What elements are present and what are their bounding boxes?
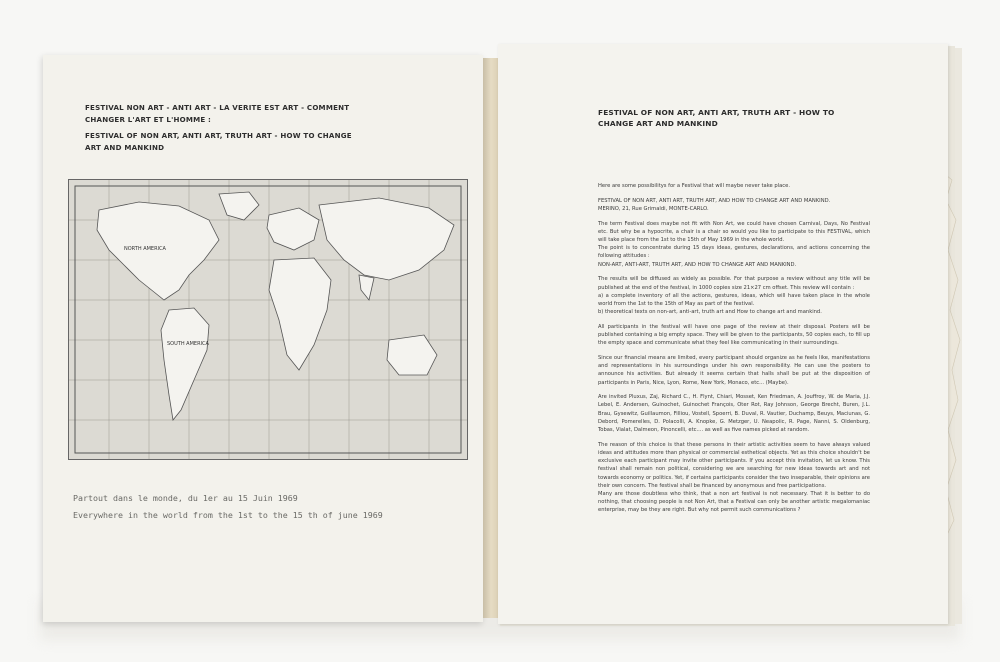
caption-fr: Partout dans le monde, du 1er au 15 Juin 1969 — [73, 493, 298, 503]
paragraph: The results will be diffused as widely as possible. For that purpose a review without any title will be published at the end of the festival, in 1000 copies size 21×27 cm offset. This review will contain : — [598, 276, 870, 291]
right-body — [598, 182, 870, 521]
right-title: FESTIVAL OF NON ART, ANTI ART, TRUTH ART - HOW TO CHANGE ART AND MANKIND — [598, 108, 835, 128]
paragraph: The point is to concentrate during 15 days ideas, gestures, declarations, and actions concerning the following attitudes : — [598, 245, 870, 260]
paragraph: NON-ART, ANTI-ART, TRUTH ART, AND HOW TO CHANGE ART AND MANKIND. — [598, 261, 797, 268]
caption-en: Everywhere in the world from the 1st to the 15 th of june 1969 — [73, 510, 383, 520]
world-map — [68, 179, 468, 460]
left-heading-fr: FESTIVAL NON ART - ANTI ART - LA VERITE EST ART - COMMENT CHANGER L'ART ET L'HOMME : — [85, 103, 350, 124]
intro-text: Here are some possibilitys for a Festival that will maybe never take place. — [598, 183, 790, 189]
address-line-2: MERINO, 21, Rue Grimaldi, MONTE-CARLO. — [598, 205, 709, 212]
paragraph: Since our financial means are limited, every participant should organize as he feels like, manifestations and representations in his surroundings under his own responsibility. He can use the posters to announce his activities. But already it seems certain that halls shall be put at the disposition of participants in Paris, Nice, Lyon, Rome, New York, Monaco, etc... (Maybe). — [598, 354, 870, 386]
map-label-south-america: SOUTH AMERICA — [167, 341, 209, 347]
left-page — [43, 55, 483, 622]
paragraph: Are invited Pluxus, Zaj, Richard C., H. Flynt, Chiari, Mosset, Ken Friedman, A. Jouffroy, W. de Maria, J.J. Lebel, E. Andersen, Guinochet, Guinochet François, Oter Rot, Ray Johnson, George Brecht, Buren, J.L. Brau, Gysewitz, Guillaumon, Filliou, Vostell, Spoerri, B. Duval, R. Vautier, Duchamp, Beuys, Maciunas, G. Debord, Pomerelles, D. Polacolli, A. Knopke, G. Metzger, U. Neapolic, R. Page, Nanni, S. Oldenburg, Tobas, Vialat, Dalmeon, Pinoncelli, etc.... as well as five names picked at random. — [598, 394, 870, 434]
paragraph: b) theoretical texts on non-art, anti-art, truth art and How to change art and mankind. — [598, 309, 822, 316]
address-line-1: FESTIVAL OF NON ART, ANTI ART, TRUTH ART, AND HOW TO CHANGE ART AND MANKIND. — [598, 197, 831, 204]
paragraph: The term Festival does maybe not fit with Non Art, we could have chosen Carnival, Days, No Festival etc. But why be a hypocrite, a chair is a chair so would you like to participate to this FESTIVAL, which will take place from the 1st to the 15th of May 1969 in the whole world. — [598, 220, 870, 244]
paragraph: The reason of this choice is that these persons in their artistic activities seem to have always valued ideas and attitudes more than physical or commercial esthetical objects. Yet as this choice shouldn't be exclusive each participant may invite other participants. If you accept this invitation, let us know. This festival shall remain non political, considering we are searching for new ideas towards art and not towards economy or politics. Yet, if certains participants consider the two inseparable, their opinions are their own concern. The festival shall be financed by anonymous and free participations. — [598, 441, 870, 489]
map-label-north-america: NORTH AMERICA — [124, 246, 166, 252]
left-heading-en: FESTIVAL OF NON ART, ANTI ART, TRUTH ART - HOW TO CHANGE ART AND MANKIND — [85, 131, 352, 152]
paragraph: Many are those doubtless who think, that a non art festival is not necessary. That it is better to do nothing, that choosing people is not Non Art, that a Festival can only be another artistic megalomaniac enterprise, may be they are right. But why not permit such communications ? — [598, 491, 870, 514]
paragraph: a) a complete inventory of all the actions, gestures, ideas, which will have taken place in the whole world from the 1st to the 15th of May as part of the festival. — [598, 292, 870, 307]
world-map-image — [69, 180, 467, 459]
right-page — [498, 44, 948, 624]
paragraph: All participants in the festival will have one page of the review at their disposal. Posters will be published containing a big empty space. They will be given to the participants, 50 copies each, to fill up the empty space and communicate what they feel like communicating in their surroundings. — [598, 323, 870, 347]
